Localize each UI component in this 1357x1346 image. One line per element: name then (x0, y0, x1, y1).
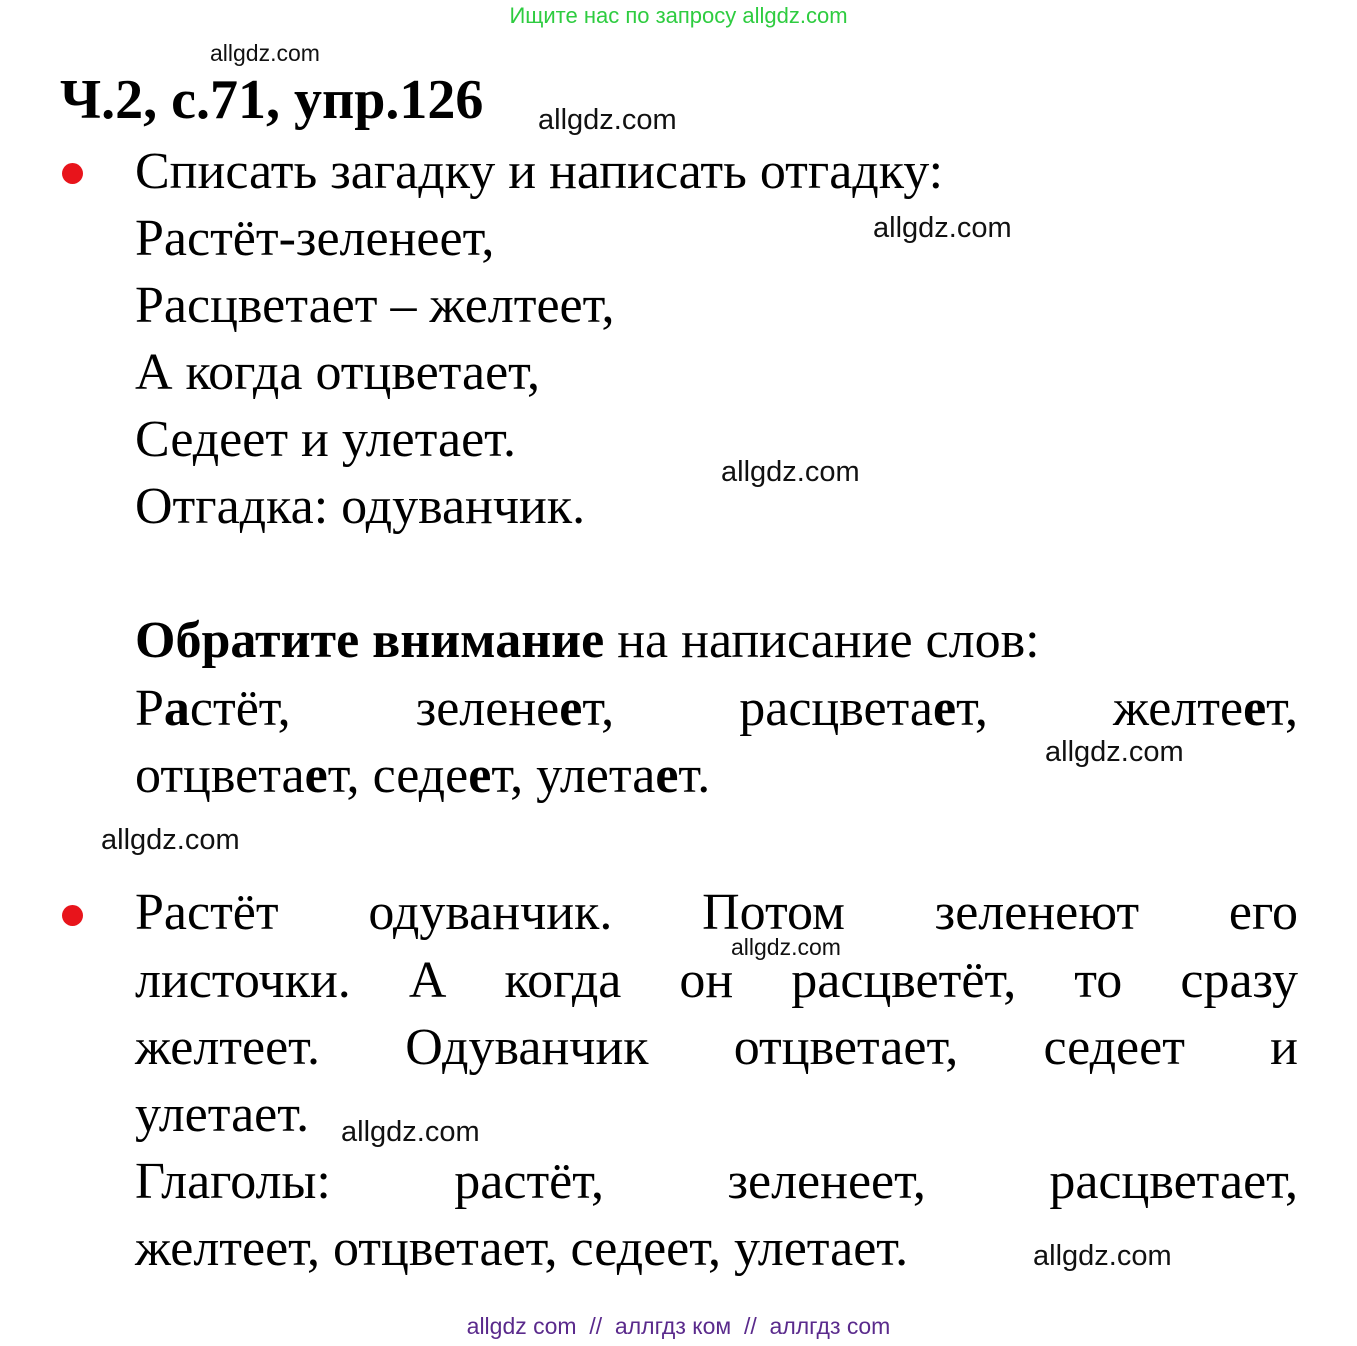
verbs-line (135, 1152, 1298, 1212)
word (373, 747, 524, 804)
word: сразу (1180, 952, 1298, 1009)
verbs-line: желтеет, отцветает, седеет, улетает. (135, 1220, 909, 1277)
watermark: allgdz.com (538, 104, 677, 136)
word-part: т. (678, 747, 711, 804)
watermark: allgdz.com (731, 934, 841, 960)
riddle-line: А когда отцветает, (135, 344, 540, 401)
word: растёт, (454, 1153, 605, 1210)
text-line (135, 951, 1298, 1011)
word-part: Р (135, 680, 164, 737)
word-part: зелене (415, 680, 560, 737)
word-part: стёт, (189, 680, 291, 737)
word-part: е (655, 747, 679, 804)
word: листочки. (135, 952, 351, 1009)
word: седеет (1043, 1019, 1185, 1076)
word-part: т, (491, 747, 524, 804)
word: Потом (702, 884, 845, 941)
word: желтеет. (135, 1019, 320, 1076)
watermark: allgdz.com (101, 824, 240, 856)
word-part: желте (1112, 680, 1244, 737)
word: когда (504, 952, 622, 1009)
note-words-line (135, 746, 710, 806)
word (536, 747, 710, 804)
word (1113, 679, 1298, 739)
word-part: е (304, 747, 328, 804)
bullet-icon (62, 163, 83, 184)
word-part: е (559, 680, 583, 737)
note-rest: на написание слов: (604, 612, 1040, 669)
word: А (408, 952, 447, 1009)
footer: allgdz com // аллгдз ком // аллгдз com (466, 1313, 891, 1339)
watermark: allgdz.com (1045, 736, 1184, 768)
riddle-line: Расцветает – желтеет, (135, 277, 615, 334)
bullet-icon (62, 905, 83, 926)
word: Одуванчик (405, 1019, 649, 1076)
text-line (135, 883, 1298, 943)
word: и (1270, 1019, 1298, 1076)
word-part: е (1243, 680, 1267, 737)
text-line (135, 1018, 1298, 1078)
word-part: седе (372, 747, 469, 804)
word (135, 679, 291, 739)
watermark: allgdz.com (873, 212, 1012, 244)
word-part: расцвета (739, 680, 933, 737)
word-part: а (163, 680, 190, 737)
watermark: allgdz.com (1033, 1240, 1172, 1272)
watermark: allgdz.com (210, 40, 320, 66)
word: зеленеют (934, 884, 1140, 941)
search-banner: Ищите нас по запросу allgdz.com (509, 3, 848, 28)
word (135, 747, 360, 804)
word-part: т, (1266, 680, 1298, 737)
text-line: улетает. (135, 1086, 310, 1143)
note-heading (135, 611, 1040, 671)
word: Глаголы: (135, 1153, 331, 1210)
word: отцветает, (733, 1019, 959, 1076)
word: расцветёт, (791, 952, 1017, 1009)
watermark: allgdz.com (721, 456, 860, 488)
note-bold: Обратите внимание (135, 612, 605, 669)
word-part: е (468, 747, 492, 804)
word: то (1074, 952, 1123, 1009)
riddle-line: Растёт-зеленеет, (135, 210, 495, 267)
note-words-line (135, 679, 1298, 739)
riddle-line: Седеет и улетает. (135, 411, 516, 468)
word (739, 679, 988, 739)
word: он (679, 952, 734, 1009)
word: Растёт (135, 884, 279, 941)
answer-text: Отгадка: одуванчик. (135, 478, 586, 535)
word-part: улета (536, 747, 656, 804)
watermark: allgdz.com (341, 1116, 480, 1148)
page-title: Ч.2, с.71, упр.126 (60, 69, 484, 131)
word (416, 679, 614, 739)
word-part: отцвета (135, 747, 305, 804)
word: зеленеет, (727, 1153, 926, 1210)
word-part: т, (956, 680, 988, 737)
word: расцветает, (1049, 1153, 1298, 1210)
word: его (1228, 884, 1298, 941)
word: одуванчик. (368, 884, 613, 941)
word-part: т, (327, 747, 360, 804)
task-text: Списать загадку и написать отгадку: (135, 143, 944, 200)
word-part: е (933, 680, 957, 737)
word-part: т, (582, 680, 615, 737)
